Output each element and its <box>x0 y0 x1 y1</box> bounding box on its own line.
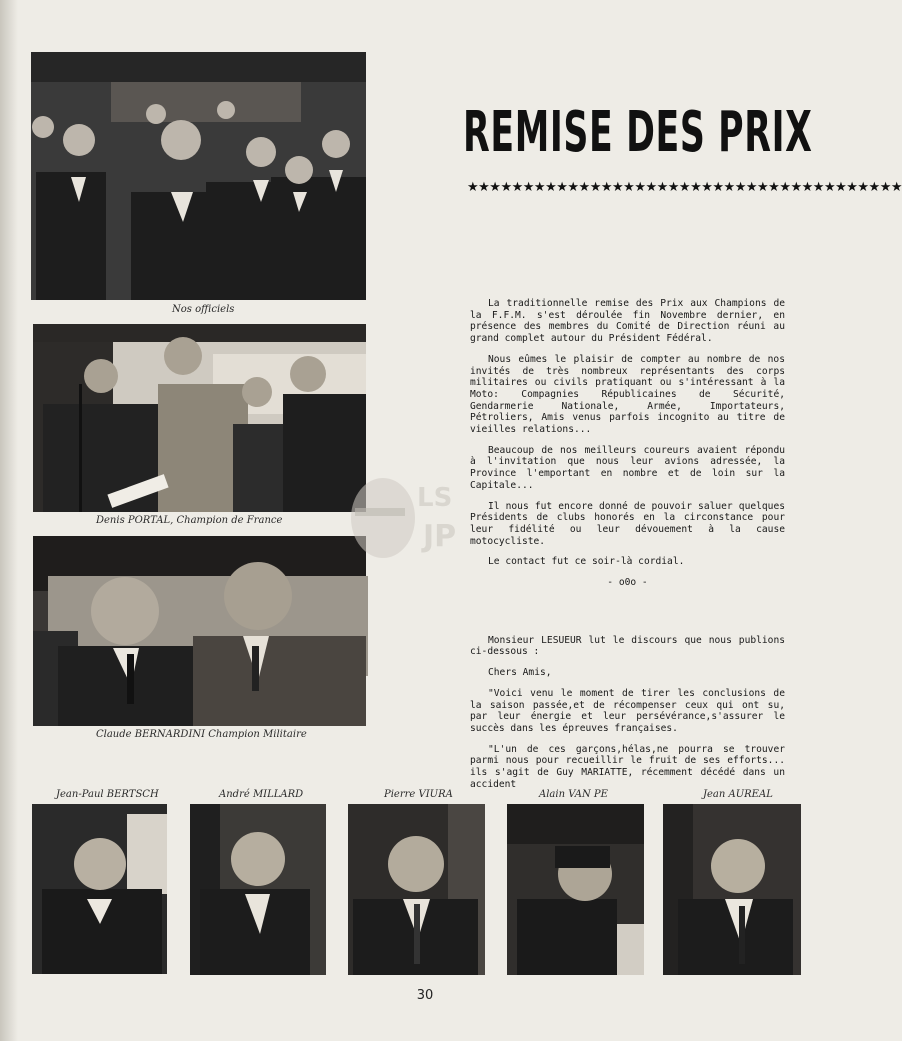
svg-text:JP: JP <box>423 519 457 554</box>
speech-paragraph: "L'un de ces garçons,hélas,ne pourra se trouver parmi nous pour recueillir le fruit de ses efforts... ils s'agit de Guy MARIATTE, récemment décédé dans un accident <box>470 743 785 790</box>
rider-name: André MILLARD <box>219 789 304 800</box>
photo-rider-van-pe <box>507 804 644 975</box>
article-paragraph: Nous eûmes le plaisir de compter au nombre de nos invités de très nombreux représentants des corps militaires ou civils pratiquant ou s'intéressant à la Moto: Compagnies Républicaines de Sécurité, Gendarmerie Nationale, Armée, Importateurs, Pétroliers, Amis venus parfois incognito au titre de vieilles relations... <box>470 353 785 436</box>
photo-rider-bertsch <box>32 804 167 974</box>
page-number: 30 <box>416 988 434 1003</box>
speech-paragraph: "Voici venu le moment de tirer les conclusions de la saison passée,et de récompenser ceux qui ont su, par leur énergie et leur persévérance,s'assurer le succès dans les épreuves françaises. <box>470 687 785 734</box>
article-paragraph: Beaucoup de nos meilleurs coureurs avaient répondu à l'invitation que nous leur avions adressée, la Province l'emportant en nombre et de loin sur la Capitale... <box>470 444 785 491</box>
photo-rider-millard <box>190 804 326 975</box>
article-paragraph: Il nous fut encore donné de pouvoir saluer quelques Présidents de clubs honorés en la circonstance pour leur fidélité ou leur dévouement à la cause motocycliste. <box>470 500 785 547</box>
photo-denis-portal <box>33 324 366 512</box>
photo-officials <box>31 52 366 300</box>
photo-rider-aureal <box>663 804 801 975</box>
rider-name: Jean-Paul BERTSCH <box>56 789 159 800</box>
watermark-logo <box>345 468 475 563</box>
rider-name: Jean AUREAL <box>703 789 773 800</box>
caption-claude-bernardini: Claude BERNARDINI Champion Militaire <box>96 729 307 740</box>
page-edge-shadow <box>0 0 18 1041</box>
rider-name: Alain VAN PE <box>539 789 608 800</box>
svg-text:LS: LS <box>417 483 453 513</box>
star-rule: ★★★★★★★★★★★★★★★★★★★★★★★★★★★★★★★★★★★★★★★ <box>467 180 902 195</box>
caption-officials: Nos officiels <box>172 304 235 315</box>
rider-name: Pierre VIURA <box>384 789 453 800</box>
separator: - o0o - <box>607 577 648 589</box>
photo-claude-bernardini <box>33 536 366 726</box>
article-paragraph: Monsieur LESUEUR lut le discours que nous publions ci-dessous : <box>470 634 785 658</box>
page-title: REMISE DES PRIX <box>463 100 813 165</box>
salutation: Chers Amis, <box>488 667 552 679</box>
photo-rider-viura <box>348 804 485 975</box>
article-paragraph: Le contact fut ce soir-là cordial. <box>488 556 685 568</box>
article-body <box>470 298 785 800</box>
article-paragraph: La traditionnelle remise des Prix aux Champions de la F.F.M. s'est déroulée fin Novembre dernier, en présence des membres du Comité de Direction réuni au grand complet autour du Président Fédéral. <box>470 298 785 345</box>
caption-denis-portal: Denis PORTAL, Champion de France <box>96 515 283 526</box>
